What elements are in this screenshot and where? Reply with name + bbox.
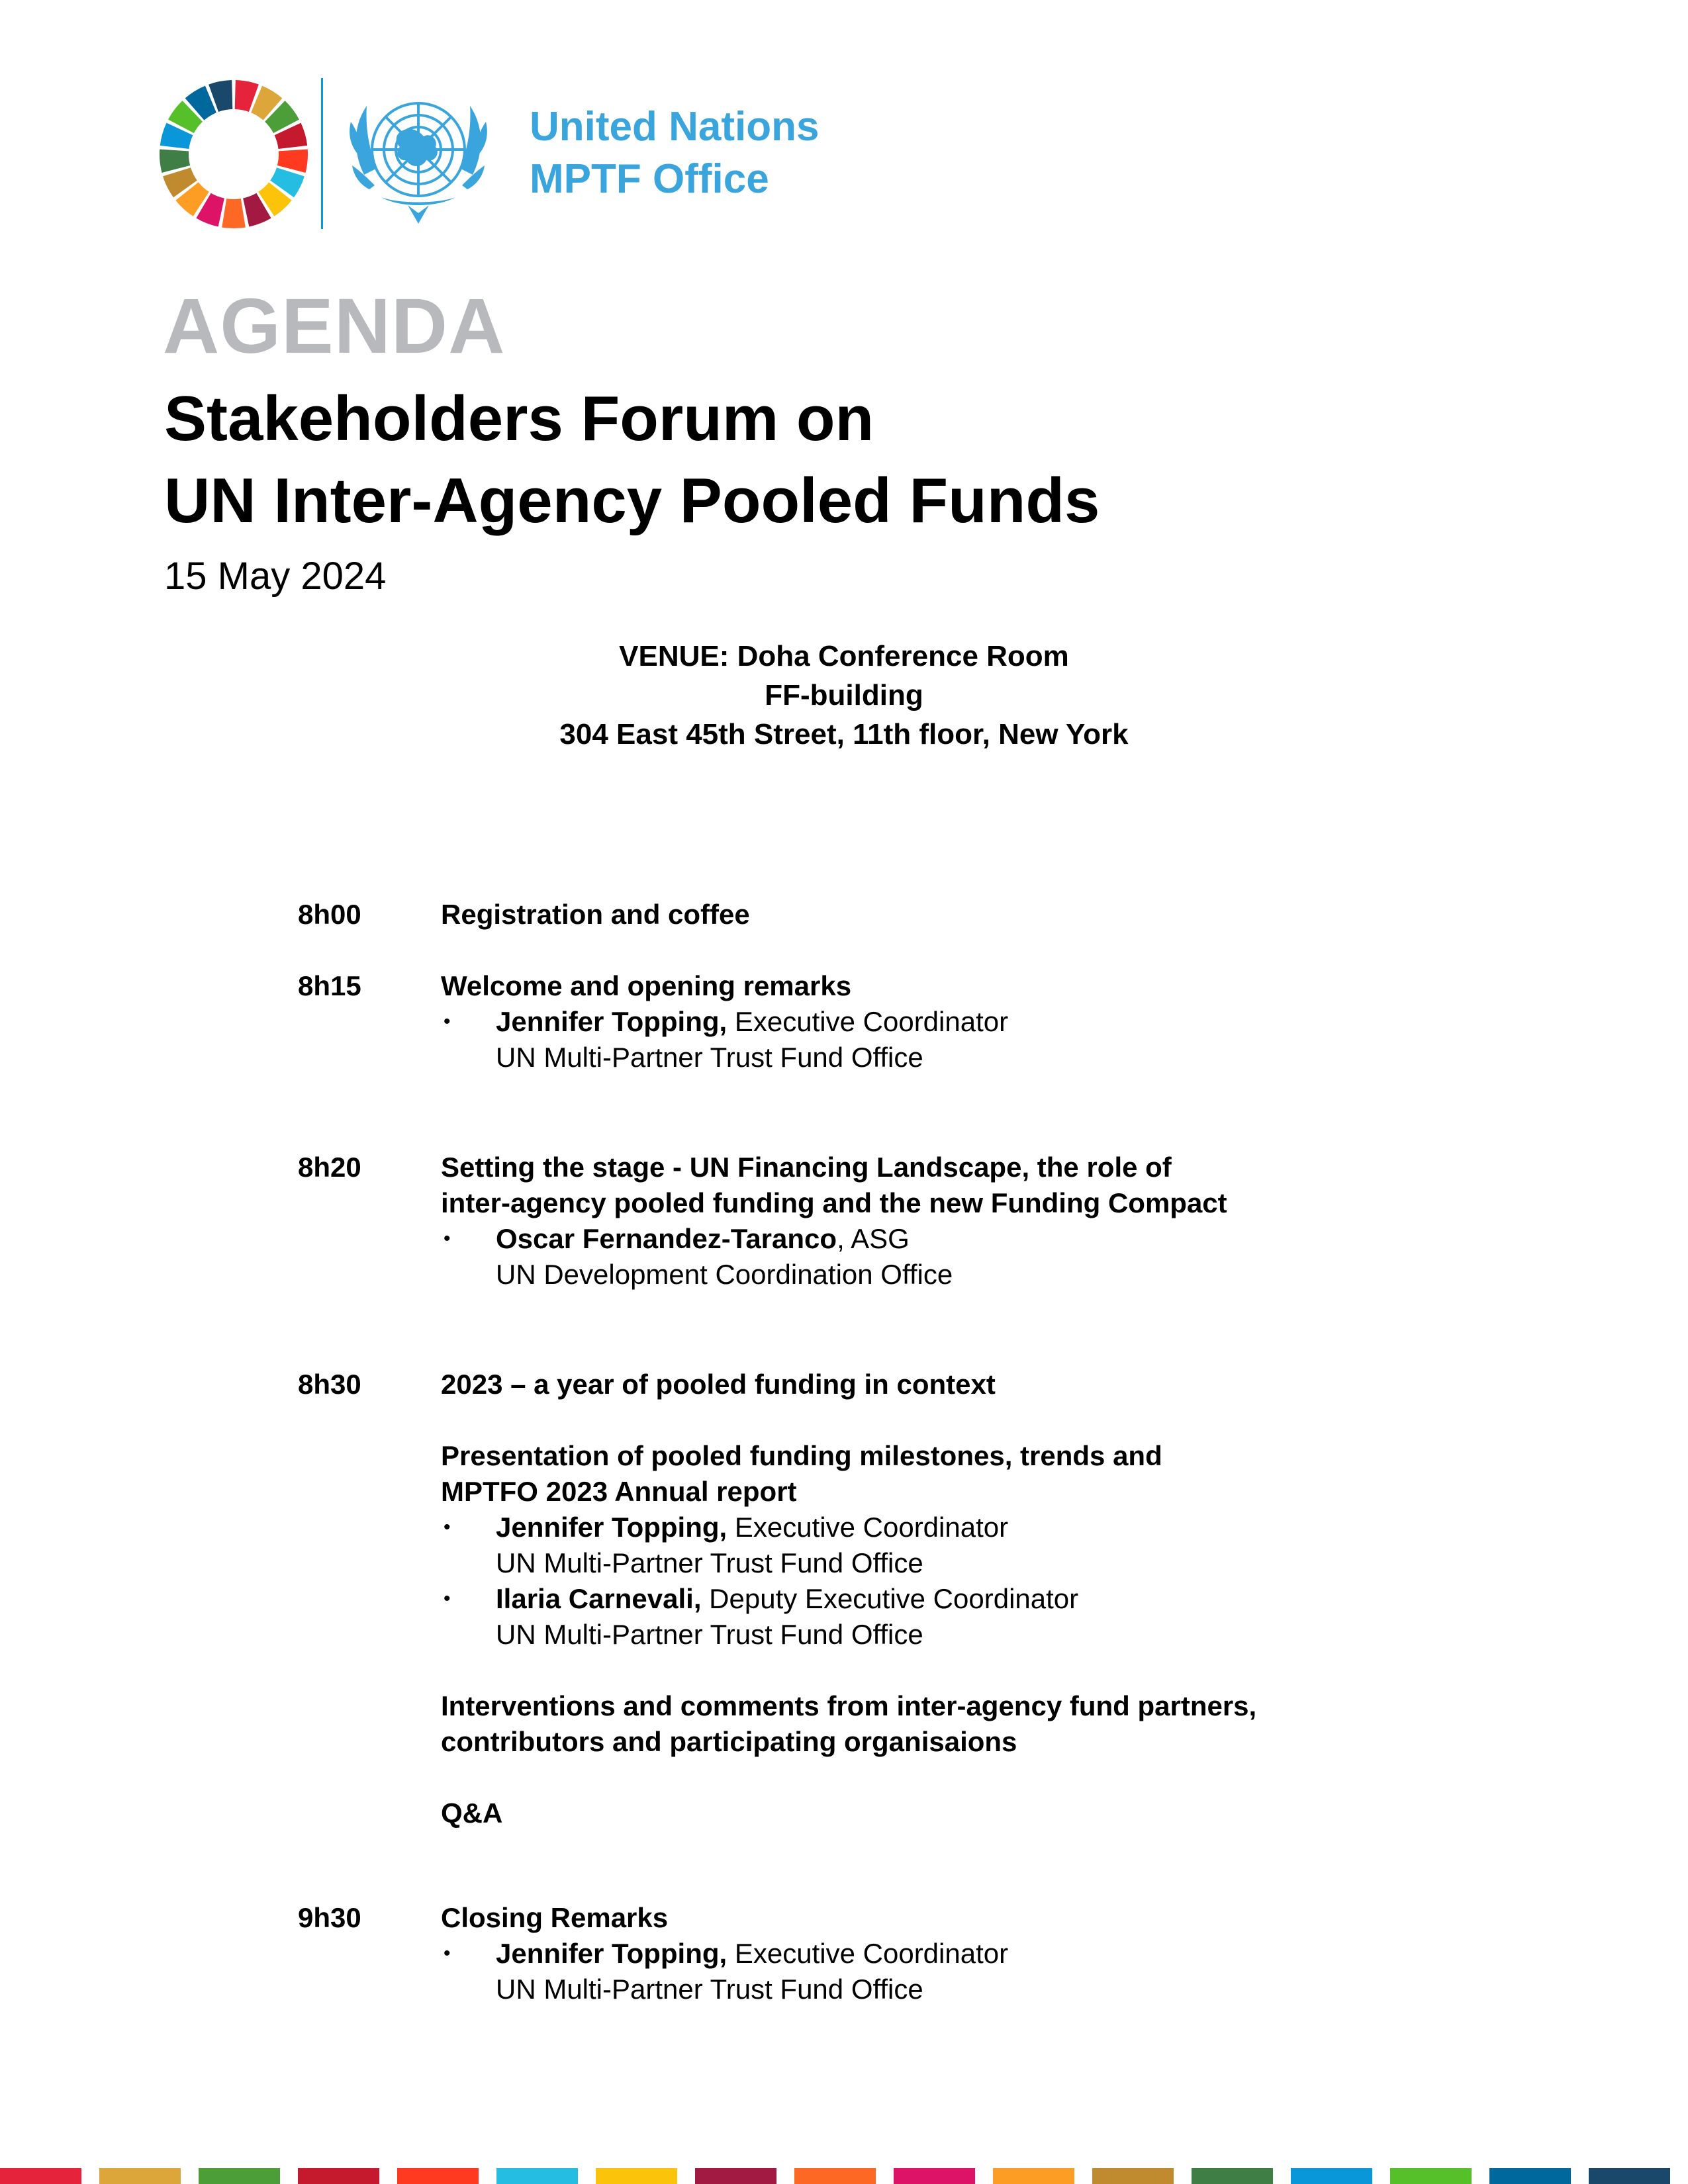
bullet-icon: •	[444, 1228, 451, 1250]
header-divider	[321, 78, 323, 229]
item-topic: Registration and coffee	[441, 899, 750, 930]
speaker-org: UN Multi-Partner Trust Fund Office	[496, 1547, 923, 1578]
item-topic: Welcome and opening remarks	[441, 970, 852, 1001]
footer-color-segment	[99, 2168, 181, 2184]
agenda-schedule	[298, 897, 1390, 2007]
org-name-line-1: United Nations	[530, 104, 820, 150]
item-topic-line-1: Setting the stage - UN Financing Landscape, the role of	[441, 1152, 1172, 1183]
speaker-entry	[441, 1936, 1390, 2007]
speaker-name: Oscar Fernandez-Taranco	[496, 1223, 837, 1254]
footer-color-segment	[199, 2168, 280, 2184]
sdg-wheel-segment	[160, 149, 190, 172]
footer-color-segment	[993, 2168, 1074, 2184]
footer-color-segment	[695, 2168, 776, 2184]
agenda-item-0930	[298, 1900, 1390, 2007]
speaker-role: Executive Coordinator	[727, 1006, 1009, 1037]
bullet-icon: •	[444, 1588, 451, 1610]
footer-color-segment	[894, 2168, 975, 2184]
speaker-entry	[441, 1221, 1390, 1293]
speaker-role: Deputy Executive Coordinator	[701, 1583, 1079, 1614]
footer-color-segment	[794, 2168, 876, 2184]
speaker-role: Executive Coordinator	[727, 1512, 1009, 1543]
footer-color-segment	[596, 2168, 677, 2184]
interventions-line-2: contributors and participating organisaions	[441, 1726, 1017, 1757]
footer-color-segment	[0, 2168, 81, 2184]
speaker-name: Jennifer Topping,	[496, 1006, 727, 1037]
bullet-icon: •	[444, 1516, 451, 1538]
item-topic-line-2: inter-agency pooled funding and the new Funding Compact	[441, 1187, 1227, 1218]
footer-color-segment	[496, 2168, 578, 2184]
event-title-line-1: Stakeholders Forum on	[164, 383, 874, 454]
agenda-item-0820	[298, 1150, 1390, 1293]
item-topic: Closing Remarks	[441, 1902, 669, 1933]
speaker-org: UN Development Coordination Office	[496, 1259, 953, 1290]
speaker-name: Ilaria Carnevali,	[496, 1583, 702, 1614]
item-time: 8h20	[298, 1152, 361, 1183]
footer-color-segment	[1489, 2168, 1571, 2184]
footer-color-segment	[397, 2168, 479, 2184]
event-title-line-2: UN Inter-Agency Pooled Funds	[164, 465, 1100, 536]
item-time: 8h30	[298, 1369, 361, 1400]
un-emblem-logo	[339, 75, 498, 234]
item-subtopic-line-2: MPTFO 2023 Annual report	[441, 1476, 797, 1507]
item-time: 8h00	[298, 899, 361, 930]
agenda-label: AGENDA	[163, 283, 506, 370]
item-time: 9h30	[298, 1902, 361, 1933]
sdg-wheel-segment	[222, 199, 246, 228]
footer-color-segment	[1589, 2168, 1670, 2184]
speaker-name: Jennifer Topping,	[496, 1938, 727, 1969]
agenda-item-0815	[298, 968, 1390, 1075]
footer-color-segment	[1390, 2168, 1472, 2184]
agenda-item-0830	[298, 1367, 1390, 1831]
venue-address: 304 East 45th Street, 11th floor, New York	[559, 718, 1129, 751]
venue-room: VENUE: Doha Conference Room	[619, 640, 1069, 672]
speaker-org: UN Multi-Partner Trust Fund Office	[496, 1042, 923, 1073]
footer-color-segment	[1092, 2168, 1174, 2184]
speaker-entry	[441, 1510, 1390, 1581]
interventions-line-1: Interventions and comments from inter-agency fund partners,	[441, 1690, 1257, 1721]
org-name-line-2: MPTF Office	[530, 156, 769, 202]
speaker-name: Jennifer Topping,	[496, 1512, 727, 1543]
bullet-icon: •	[444, 1011, 451, 1032]
sdg-wheel-segment	[277, 149, 308, 172]
agenda-item-0800	[298, 897, 1390, 933]
footer-color-segment	[298, 2168, 379, 2184]
event-date: 15 May 2024	[164, 555, 387, 598]
qa-label: Q&A	[441, 1797, 503, 1829]
speaker-entry	[441, 1581, 1390, 1653]
footer-color-segment	[1192, 2168, 1273, 2184]
speaker-org: UN Multi-Partner Trust Fund Office	[496, 1974, 923, 2005]
item-subtopic-line-1: Presentation of pooled funding milestones, trends and	[441, 1440, 1162, 1471]
sdg-wheel-logo	[158, 78, 310, 230]
speaker-role: Executive Coordinator	[727, 1938, 1009, 1969]
item-topic: 2023 – a year of pooled funding in context	[441, 1369, 996, 1400]
speaker-org: UN Multi-Partner Trust Fund Office	[496, 1619, 923, 1650]
venue-building: FF-building	[765, 679, 923, 711]
speaker-entry	[441, 1004, 1390, 1075]
header	[158, 74, 886, 233]
venue-block	[0, 637, 1688, 754]
bullet-icon: •	[444, 1942, 451, 1964]
sdg-color-footer	[0, 2168, 1688, 2184]
footer-color-segment	[1291, 2168, 1372, 2184]
speaker-role: , ASG	[837, 1223, 910, 1254]
item-time: 8h15	[298, 970, 361, 1001]
